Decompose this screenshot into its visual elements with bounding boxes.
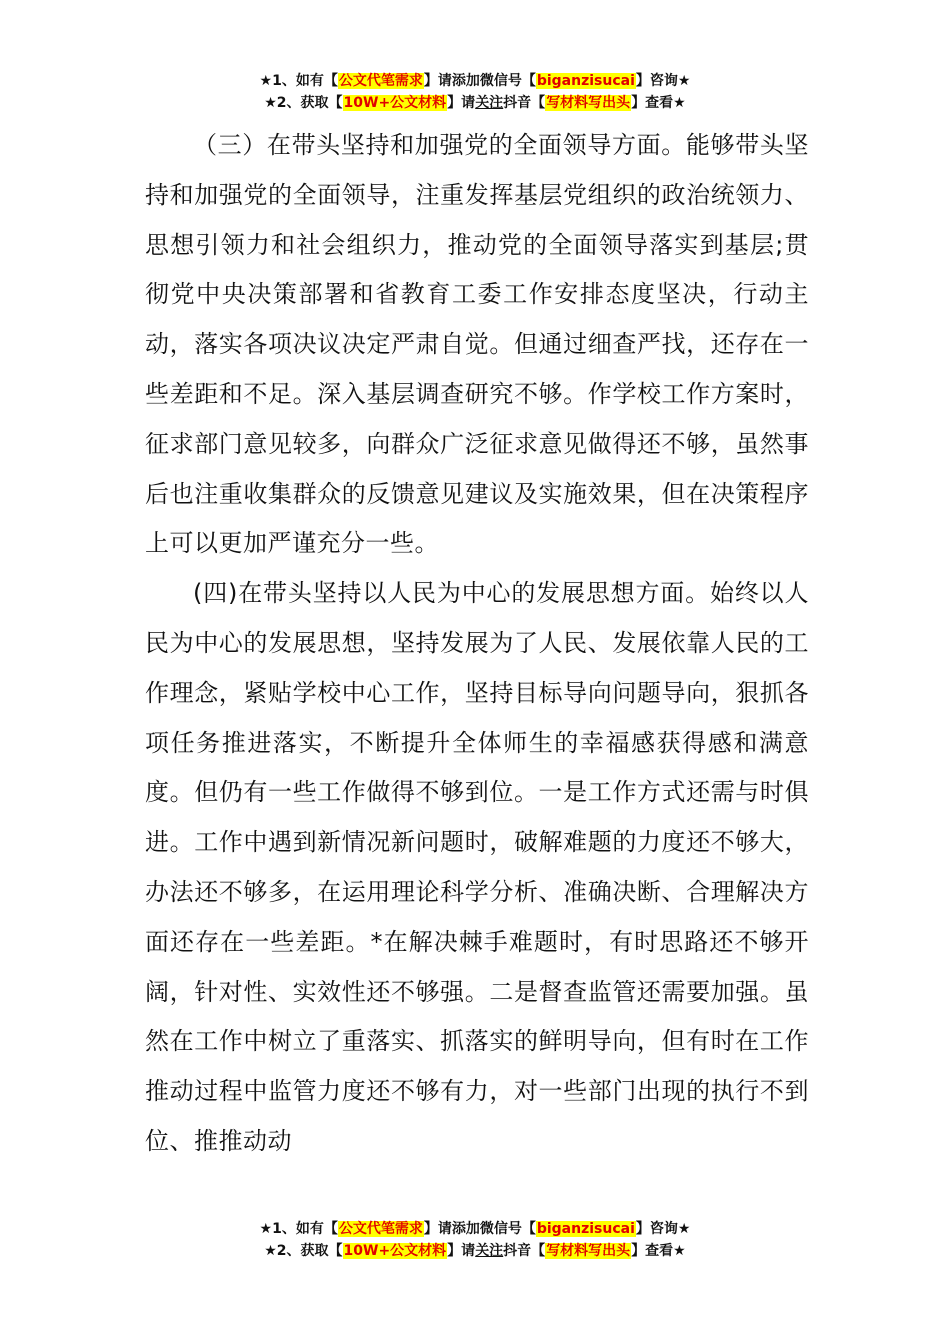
document-body — [145, 121, 809, 1167]
banner-text: 微信号【 — [479, 1221, 536, 1237]
banner-text-underlined: 关注 — [475, 95, 504, 111]
banner-text: ★2、获取【 — [264, 1243, 343, 1259]
banner-text: 】咨询★ — [635, 1221, 691, 1237]
banner-text: 】查看★ — [631, 95, 686, 111]
highlight-douyin-account: 写材料写出头 — [546, 95, 631, 111]
banner-text: 微信号【 — [479, 73, 536, 89]
banner-text: ★1、如有【 — [259, 73, 338, 89]
highlight-wechat-id: biganzisucai — [536, 73, 635, 89]
banner-text: 】查看★ — [631, 1243, 686, 1259]
highlight-materials: 10W+公文材料 — [343, 95, 447, 111]
banner-text: 】请添 — [423, 1221, 466, 1237]
highlight-wechat-id: biganzisucai — [536, 1221, 635, 1237]
banner-text: 抖音【 — [503, 1243, 546, 1259]
banner-text: 抖音【 — [503, 95, 546, 111]
header-banner — [0, 70, 950, 114]
banner-text: 】请 — [447, 95, 476, 111]
paragraph-section-4: (四)在带头坚持以人民为中心的发展思想方面。始终以人民为中心的发展思想，坚持发展为了人民、发展依靠人民的工作理念，紧贴学校中心工作，坚持目标导向问题导向，狠抓各项任务推进落实，不断提升全体师生的幸福感获得感和满意度。但仍有一些工作做得不够到位。一是工作方式还需与时俱进。工作中遇到新情况新问题时，破解难题的力度还不够大，办法还不够多，在运用理论科学分析、准确决断、合理解决方面还存在一些差距。*在解决棘手难题时，有时思路还不够开阔，针对性、实效性还不够强。二是督查监管还需要加强。虽然在工作中树立了重落实、抓落实的鲜明导向，但有时在工作推动过程中监管力度还不够有力，对一些部门出现的执行不到位、推推动动 — [145, 579, 809, 1155]
banner-line-1 — [0, 70, 950, 92]
highlight-douyin-account: 写材料写出头 — [546, 1243, 631, 1259]
banner-text: ★1、如有【 — [259, 1221, 338, 1237]
highlight-materials: 10W+公文材料 — [343, 1243, 447, 1259]
footer-banner — [0, 1218, 950, 1262]
paragraph-section-3: （三）在带头坚持和加强党的全面领导方面。能够带头坚持和加强党的全面领导，注重发挥基层党组织的政治统领力、思想引领力和社会组织力，推动党的全面领导落实到基层;贯彻党中央决策部署和省教育工委工作安排态度坚决，行动主动，落实各项决议决定严肃自觉。但通过细查严找，还存在一些差距和不足。深入基层调查研究不够。作学校工作方案时，征求部门意见较多，向群众广泛征求意见做得还不够，虽然事后也注重收集群众的反馈意见建议及实施效果，但在决策程序上可以更加严谨充分一些。 — [145, 131, 809, 558]
banner-line-1 — [0, 1218, 950, 1240]
banner-text-underlined: 关注 — [475, 1243, 504, 1259]
highlight-service: 公文代笔需求 — [338, 1221, 423, 1237]
banner-text: 】咨询★ — [635, 73, 691, 89]
banner-text: 】请添 — [423, 73, 466, 89]
banner-text: ★2、获取【 — [264, 95, 343, 111]
banner-line-2 — [0, 92, 950, 114]
banner-line-2 — [0, 1240, 950, 1262]
highlight-service: 公文代笔需求 — [338, 73, 423, 89]
banner-text-emphasis: 加 — [465, 73, 480, 89]
banner-text-emphasis: 加 — [465, 1221, 480, 1237]
banner-text: 】请 — [447, 1243, 476, 1259]
